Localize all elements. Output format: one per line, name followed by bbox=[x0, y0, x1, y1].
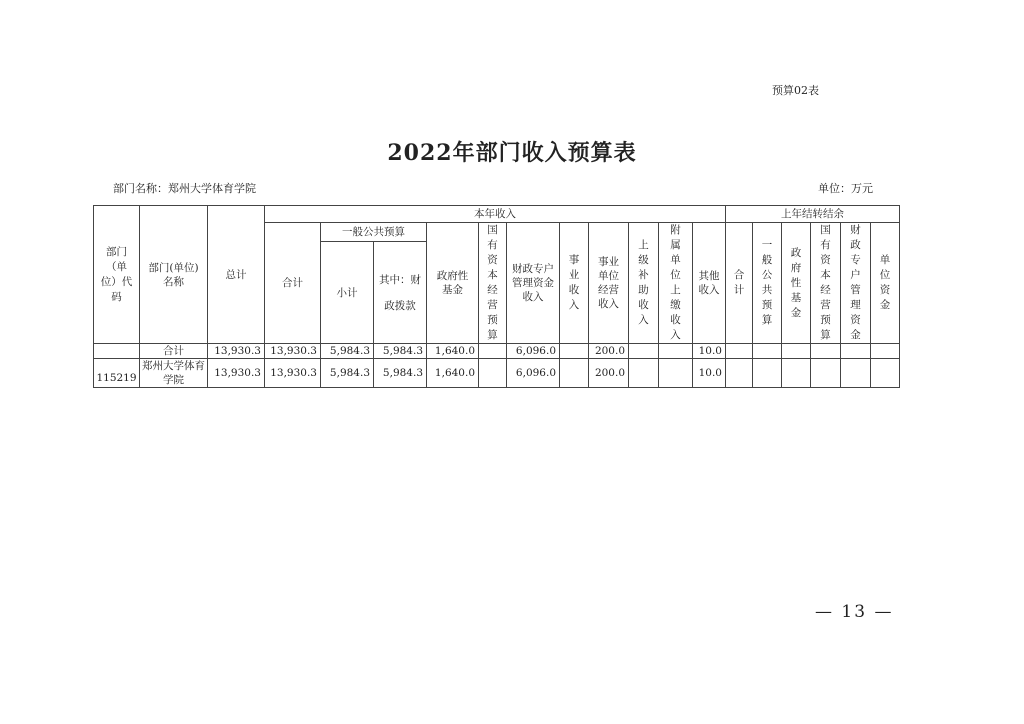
cell-gb-subtotal: 5,984.3 bbox=[321, 359, 374, 388]
cell-name: 合计 bbox=[140, 344, 208, 359]
header-co-total: 合计 bbox=[726, 223, 753, 344]
cell-subtotal: 13,930.3 bbox=[265, 344, 321, 359]
cell-co-total bbox=[726, 344, 753, 359]
cell-superior-subsidy bbox=[629, 344, 659, 359]
cell-subtotal: 13,930.3 bbox=[265, 359, 321, 388]
cell-co-state-capital bbox=[811, 359, 841, 388]
cell-operating-income: 200.0 bbox=[589, 344, 629, 359]
cell-operating-income: 200.0 bbox=[589, 359, 629, 388]
cell-gov-fund: 1,640.0 bbox=[427, 359, 479, 388]
cell-code: 115219 bbox=[94, 359, 140, 388]
department-name: 部门名称：郑州大学体育学院 bbox=[113, 182, 256, 195]
table-row bbox=[94, 344, 900, 359]
cell-code bbox=[94, 344, 140, 359]
page-number: — 13 — bbox=[815, 602, 894, 622]
cell-co-gov-fund bbox=[782, 359, 811, 388]
income-budget-table bbox=[93, 205, 900, 388]
cell-name: 郑州大学体育学院 bbox=[140, 359, 208, 388]
cell-gb-fiscal: 5,984.3 bbox=[374, 344, 427, 359]
header-other-income: 其他收入 bbox=[693, 223, 726, 344]
cell-co-total bbox=[726, 359, 753, 388]
cell-business-income bbox=[560, 359, 589, 388]
cell-gov-fund: 1,640.0 bbox=[427, 344, 479, 359]
cell-business-income bbox=[560, 344, 589, 359]
header-gb-fiscal: 其中：财政拨款 bbox=[374, 242, 427, 344]
cell-other-income: 10.0 bbox=[693, 344, 726, 359]
header-current-income: 本年收入 bbox=[265, 206, 726, 223]
cell-fiscal-special: 6,096.0 bbox=[507, 344, 560, 359]
header-operating-income: 事业单位经营收入 bbox=[589, 223, 629, 344]
cell-fiscal-special: 6,096.0 bbox=[507, 359, 560, 388]
cell-co-general bbox=[753, 344, 782, 359]
cell-co-general bbox=[753, 359, 782, 388]
header-affiliated-income: 附属单位上缴收入 bbox=[659, 223, 693, 344]
cell-gb-subtotal: 5,984.3 bbox=[321, 344, 374, 359]
header-co-general: 一般公共预算 bbox=[753, 223, 782, 344]
page-title: 2022年部门收入预算表 bbox=[387, 140, 637, 166]
header-gov-fund: 政府性基金 bbox=[427, 223, 479, 344]
cell-total: 13,930.3 bbox=[208, 344, 265, 359]
cell-co-state-capital bbox=[811, 344, 841, 359]
cell-other-income: 10.0 bbox=[693, 359, 726, 388]
cell-state-capital bbox=[479, 359, 507, 388]
header-dept-name: 部门(单位)名称 bbox=[140, 206, 208, 344]
cell-co-unit-fund bbox=[871, 359, 900, 388]
header-gb-subtotal: 小计 bbox=[321, 242, 374, 344]
header-co-gov-fund: 政府性基金 bbox=[782, 223, 811, 344]
cell-co-fiscal-special bbox=[841, 344, 871, 359]
cell-co-fiscal-special bbox=[841, 359, 871, 388]
header-general-budget: 一般公共预算 bbox=[321, 223, 427, 242]
form-number: 预算02表 bbox=[772, 84, 819, 97]
header-total: 总计 bbox=[208, 206, 265, 344]
cell-co-unit-fund bbox=[871, 344, 900, 359]
cell-total: 13,930.3 bbox=[208, 359, 265, 388]
header-state-capital: 国有资本经营预算 bbox=[479, 223, 507, 344]
cell-co-gov-fund bbox=[782, 344, 811, 359]
header-subtotal: 合计 bbox=[265, 223, 321, 344]
header-co-state-capital: 国有资本经营预算 bbox=[811, 223, 841, 344]
unit-label: 单位：万元 bbox=[818, 182, 873, 195]
cell-state-capital bbox=[479, 344, 507, 359]
header-fiscal-special: 财政专户管理资金收入 bbox=[507, 223, 560, 344]
table-row bbox=[94, 359, 900, 388]
cell-superior-subsidy bbox=[629, 359, 659, 388]
cell-gb-fiscal: 5,984.3 bbox=[374, 359, 427, 388]
cell-affiliated-income bbox=[659, 344, 693, 359]
header-business-income: 事业收入 bbox=[560, 223, 589, 344]
header-co-fiscal-special: 财政专户管理资金 bbox=[841, 223, 871, 344]
header-superior-subsidy: 上级补助收入 bbox=[629, 223, 659, 344]
cell-affiliated-income bbox=[659, 359, 693, 388]
header-carryover: 上年结转结余 bbox=[726, 206, 900, 223]
header-co-unit-fund: 单位资金 bbox=[871, 223, 900, 344]
header-dept-code: 部门（单位）代码 bbox=[94, 206, 140, 344]
